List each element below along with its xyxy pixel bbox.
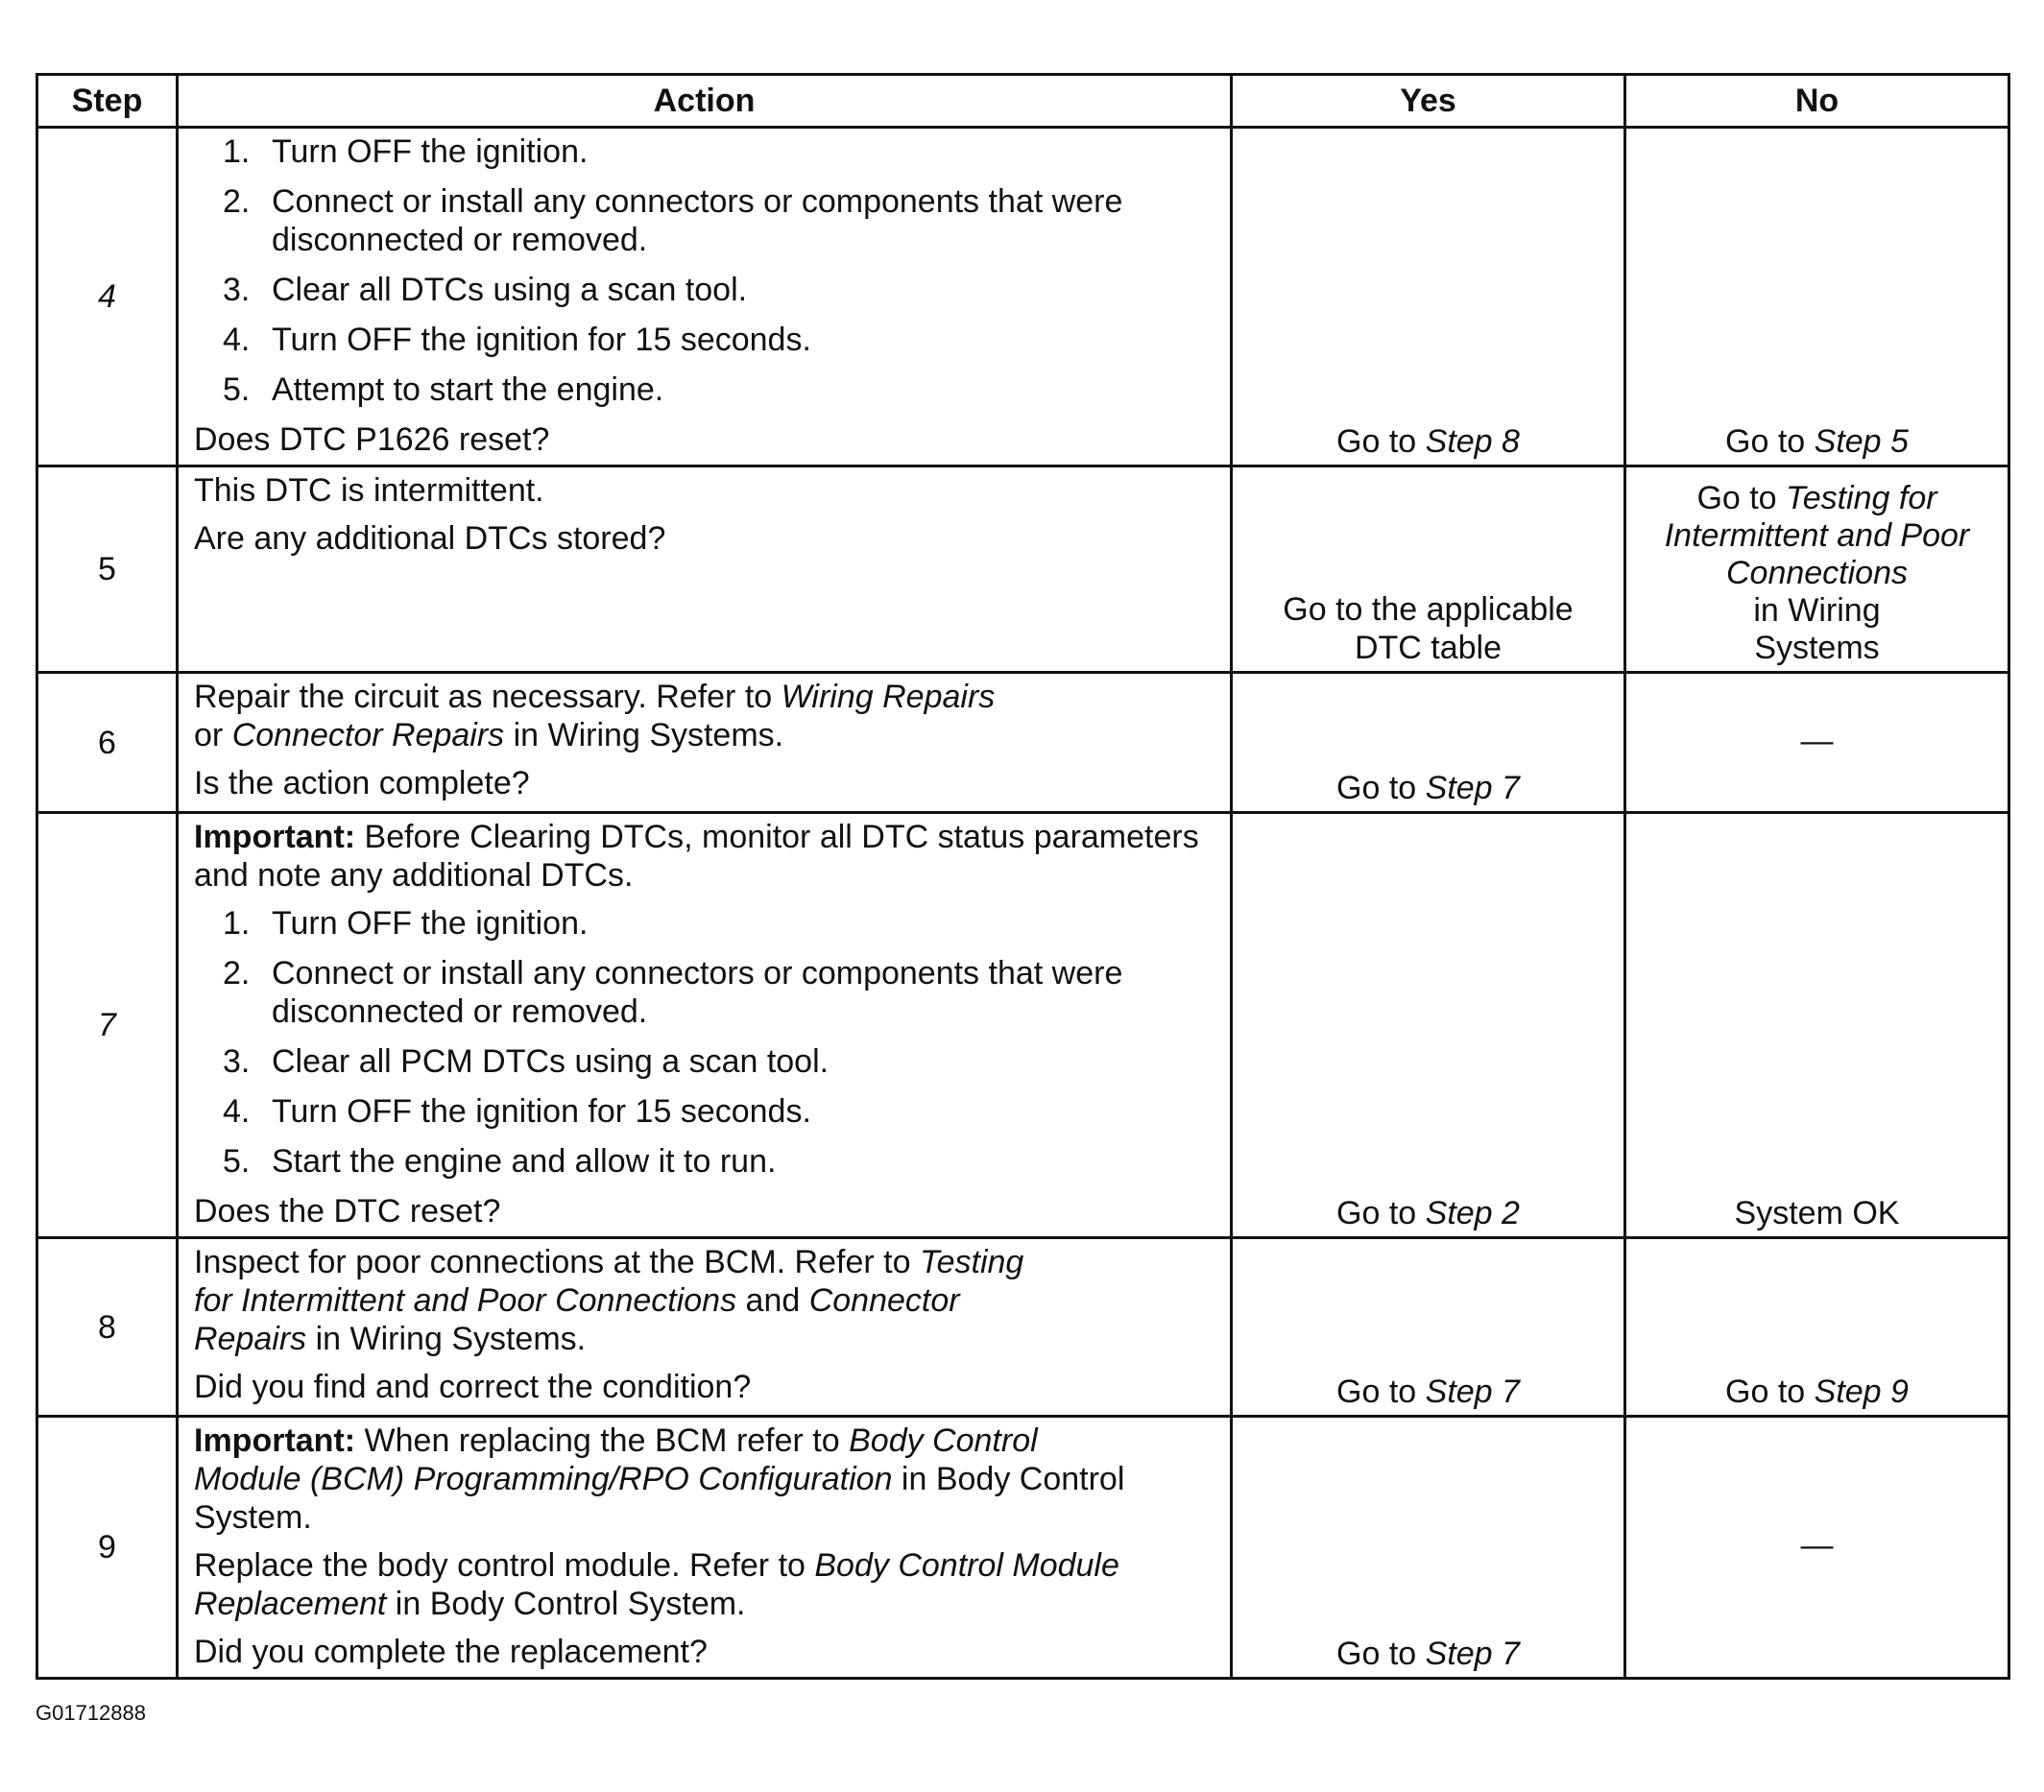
yes-result[interactable]: Go to the applicable DTC table (1232, 466, 1625, 673)
step-number: 6 (37, 673, 178, 813)
not-applicable-dash: — (1800, 722, 1834, 759)
header-yes: Yes (1232, 75, 1625, 128)
table-row-step-4 (37, 128, 2009, 466)
action-text: Inspect for poor connections at the BCM. Refer to Testing for Intermittent and Poor Connections and Connector Repairs in Wiring Systems. (194, 1244, 1024, 1357)
list-item: 2. Connect or install any connectors or components that were disconnected or removed. (223, 183, 1123, 258)
not-applicable-dash: — (1800, 1527, 1834, 1564)
list-item: 4. Turn OFF the ignition for 15 seconds. (223, 322, 811, 358)
step-number: 9 (37, 1417, 178, 1679)
no-result (1625, 1417, 2009, 1679)
step-link[interactable]: Step 9 (1814, 1374, 1909, 1410)
step-link[interactable]: Step 7 (1425, 1374, 1520, 1410)
table-row-step-8 (37, 1238, 2009, 1417)
list-item: 5. Attempt to start the engine. (223, 371, 664, 408)
important-label: Important: (194, 819, 356, 855)
action-question: Is the action complete? (194, 765, 530, 801)
list-item: 2. Connect or install any connectors or components that were disconnected or removed. (223, 955, 1123, 1030)
action-cell (178, 1238, 1232, 1417)
step-number: 4 (37, 128, 178, 466)
reference-link[interactable]: Connector Repairs (231, 717, 505, 753)
yes-result[interactable]: Go to Step 7 (1232, 1238, 1625, 1417)
step-number: 5 (37, 466, 178, 673)
action-question: Does the DTC reset? (194, 1193, 501, 1230)
reference-link[interactable]: Testing for Intermittent and Poor Connections (194, 1244, 1024, 1319)
action-question: Did you complete the replacement? (194, 1634, 708, 1670)
system-ok-text: System OK (1734, 1195, 1900, 1231)
important-note: Important: Before Clearing DTCs, monitor all DTC status parameters and note any additional DTCs. (194, 819, 1199, 894)
list-item: 4. Turn OFF the ignition for 15 seconds. (223, 1093, 811, 1130)
action-question: Are any additional DTCs stored? (194, 520, 666, 557)
table-row-step-7 (37, 813, 2009, 1238)
action-text: This DTC is intermittent. (194, 472, 544, 509)
important-note: Important: When replacing the BCM refer to Body Control Module (BCM) Programming/RPO Configuration in Body Control System. (194, 1422, 1125, 1536)
yes-result[interactable]: Go to Step 7 (1232, 673, 1625, 813)
step-link[interactable]: Step 7 (1425, 770, 1520, 806)
list-item: 1. Turn OFF the ignition. (223, 133, 589, 170)
yes-result[interactable]: Go to Step 2 (1232, 813, 1625, 1238)
reference-link[interactable]: Wiring Repairs (781, 679, 996, 715)
yes-result[interactable]: Go to Step 8 (1232, 128, 1625, 466)
list-item: 5. Start the engine and allow it to run. (223, 1143, 777, 1180)
header-step: Step (37, 75, 178, 128)
yes-result[interactable]: Go to Step 7 (1232, 1417, 1625, 1679)
action-steps-list (194, 904, 1211, 1181)
header-no: No (1625, 75, 2009, 128)
action-steps-list (194, 132, 1211, 409)
action-cell (178, 813, 1232, 1238)
table-row-step-9 (37, 1417, 2009, 1679)
action-cell (178, 1417, 1232, 1679)
action-text: Replace the body control module. Refer to Body Control Module Replacement in Body Control System. (194, 1547, 1119, 1622)
reference-link[interactable]: Body Control Module Replacement (194, 1547, 1119, 1622)
reference-link[interactable]: Intermittent and Poor (1664, 517, 1970, 554)
step-number: 8 (37, 1238, 178, 1417)
action-question: Did you find and correct the condition? (194, 1369, 752, 1405)
action-cell (178, 466, 1232, 673)
list-item: 3. Clear all DTCs using a scan tool. (223, 272, 748, 308)
no-result (1625, 673, 2009, 813)
important-label: Important: (194, 1422, 356, 1459)
no-result[interactable]: Go to Step 5 (1625, 128, 2009, 466)
table-row-step-5 (37, 466, 2009, 673)
table-row-step-6 (37, 673, 2009, 813)
no-result[interactable]: Go to Step 9 (1625, 1238, 2009, 1417)
diagnostic-table (36, 73, 2010, 1680)
action-question: Does DTC P1626 reset? (194, 421, 550, 458)
step-link[interactable]: Step 8 (1425, 423, 1520, 460)
reference-link[interactable]: Connections (1725, 555, 1908, 591)
reference-link[interactable]: Body Control Module (BCM) Programming/RPO Configuration (194, 1422, 1038, 1497)
header-action: Action (178, 75, 1232, 128)
action-text: Repair the circuit as necessary. Refer to Wiring Repairs or Connector Repairs in Wiring Systems. (194, 679, 996, 753)
no-result[interactable]: Go to Testing for Intermittent and Poor Connections in Wiring Systems (1625, 466, 2009, 673)
list-item: 3. Clear all PCM DTCs using a scan tool. (223, 1043, 830, 1080)
no-result (1625, 813, 2009, 1238)
step-link[interactable]: Step 5 (1814, 423, 1909, 460)
header-row (37, 75, 2009, 128)
action-cell (178, 128, 1232, 466)
figure-id: G01712888 (36, 1701, 146, 1725)
list-item: 1. Turn OFF the ignition. (223, 905, 589, 942)
action-cell (178, 673, 1232, 813)
step-link[interactable]: Step 7 (1425, 1636, 1520, 1672)
step-number: 7 (37, 813, 178, 1238)
step-link[interactable]: Step 2 (1425, 1195, 1520, 1231)
reference-link[interactable]: Connector Repairs (194, 1282, 960, 1357)
reference-link[interactable]: Testing for (1786, 480, 1937, 516)
